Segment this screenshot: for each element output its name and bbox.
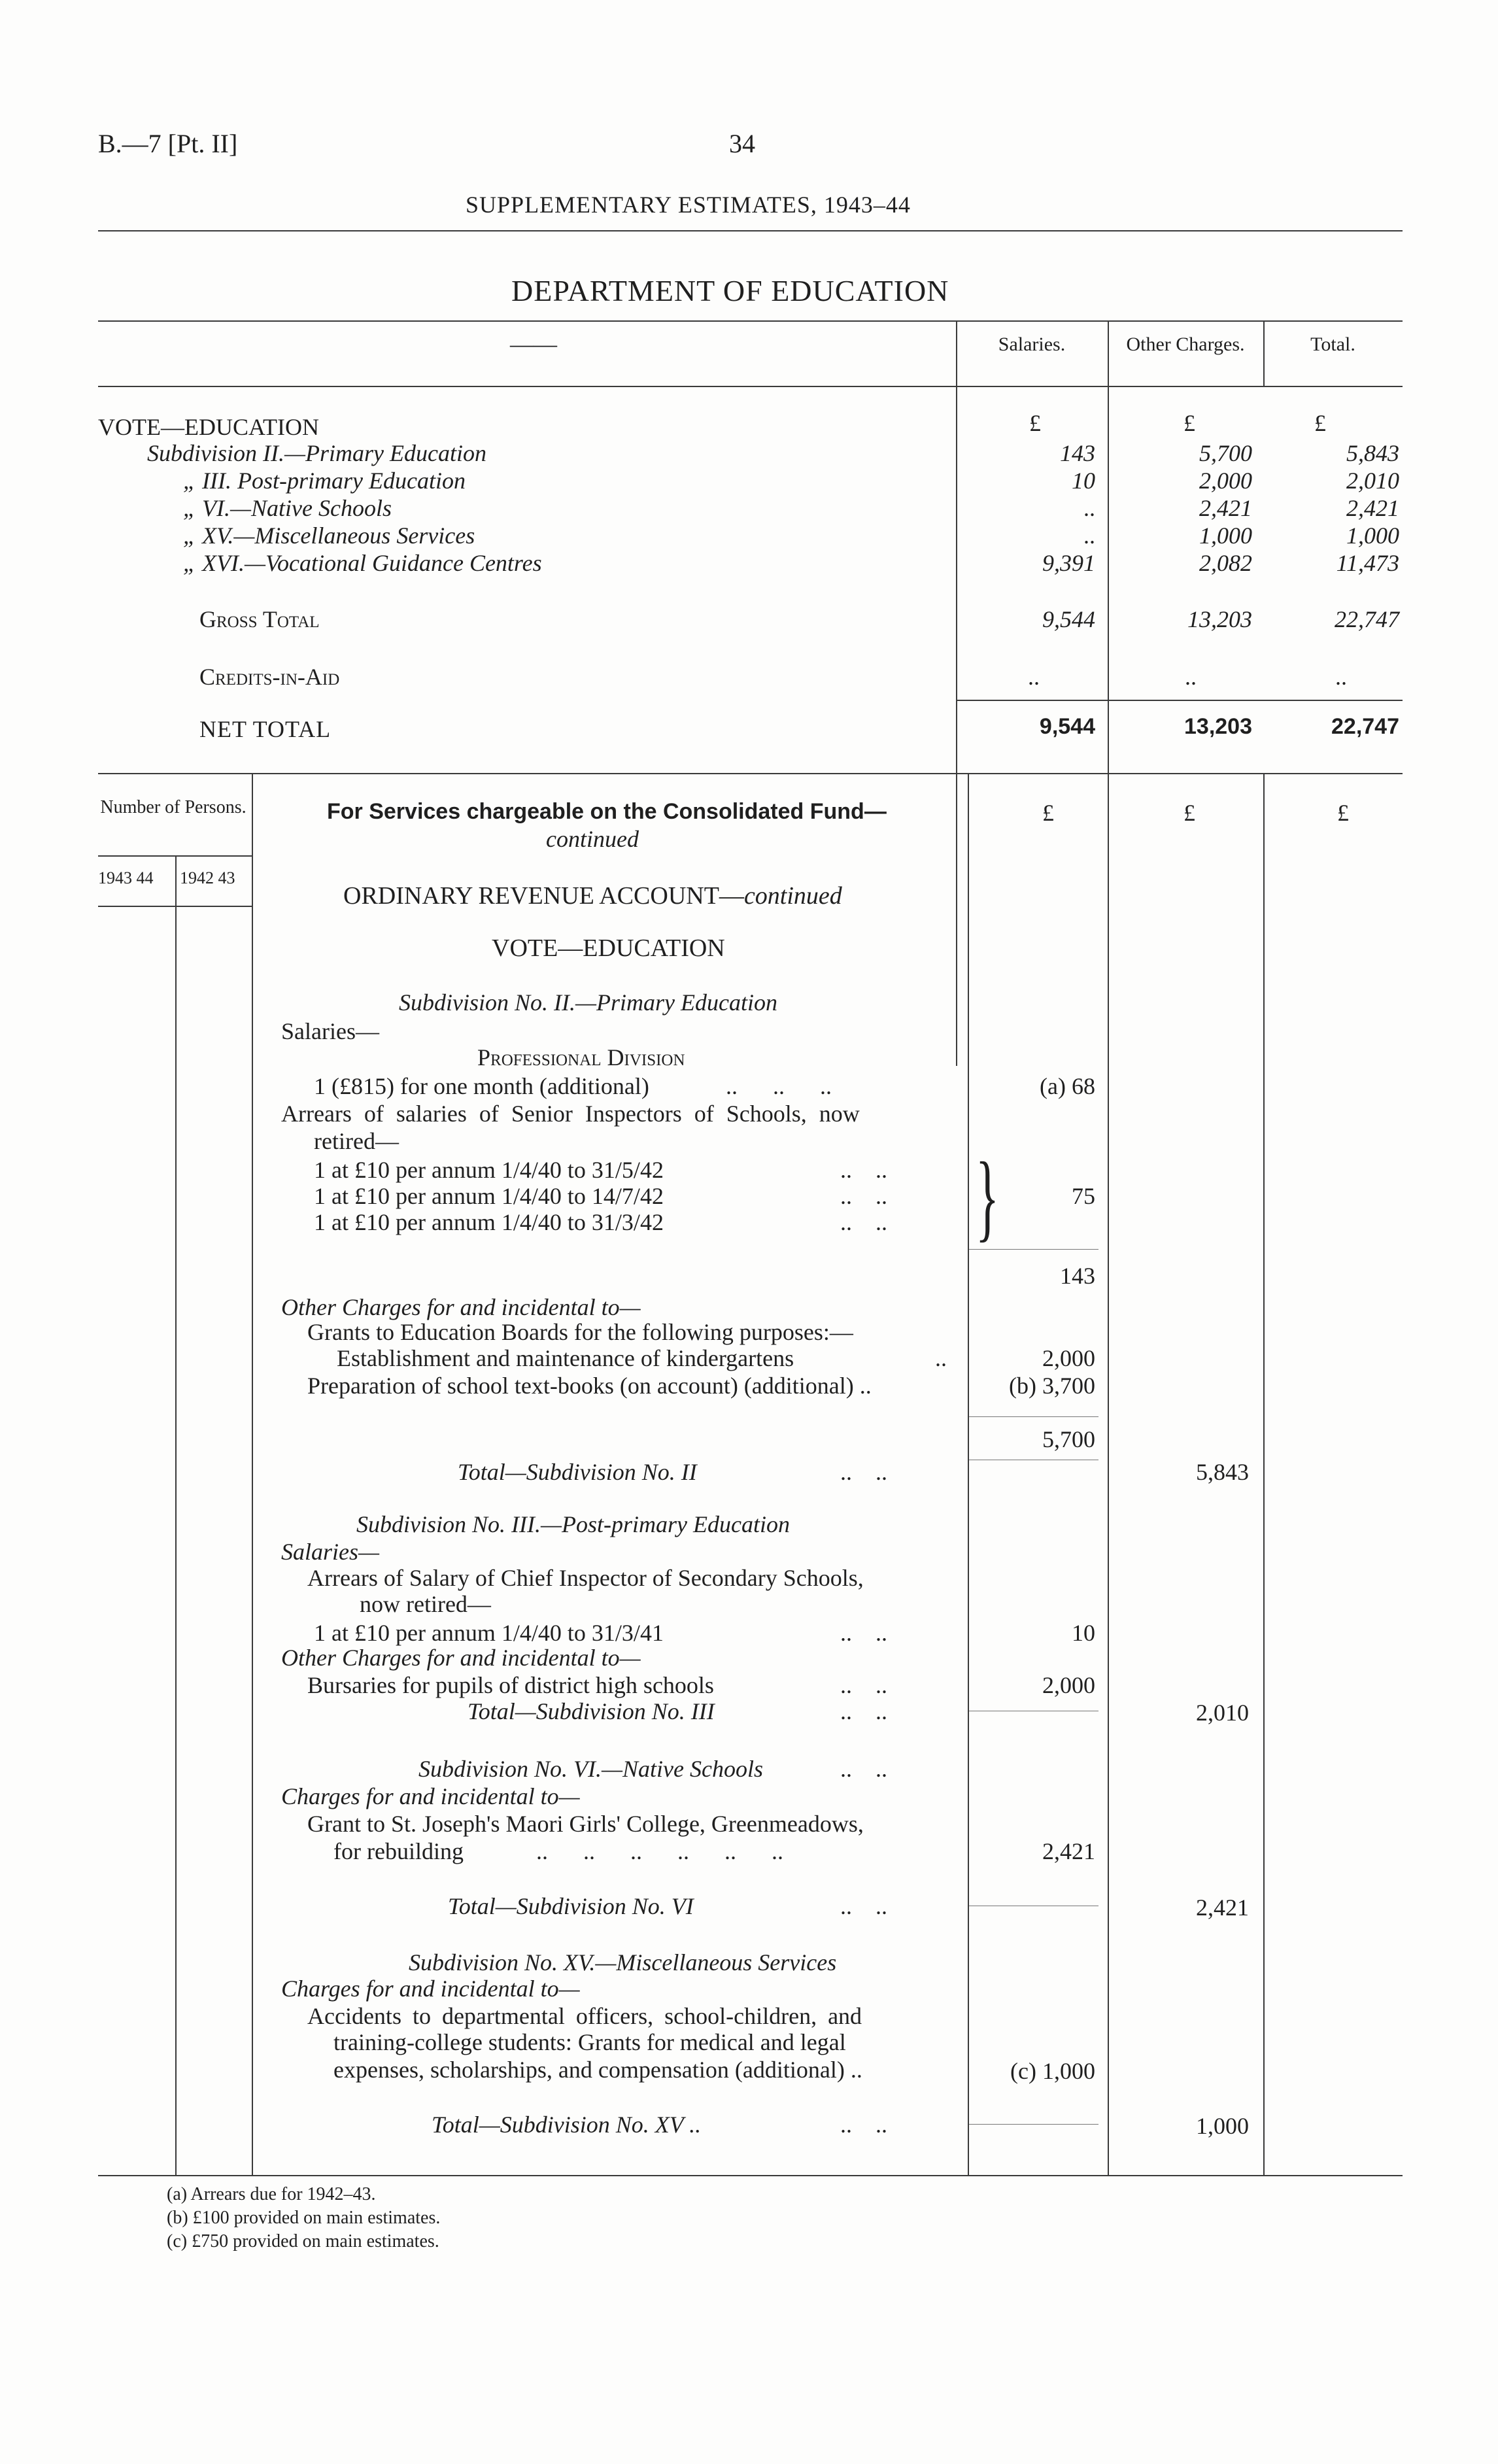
sub2-retired: retired—	[314, 1128, 399, 1154]
sub2-title: Subdivision No. II.—Primary Education	[399, 989, 777, 1016]
sub2-kindergartens: Establishment and maintenance of kindergartens	[337, 1345, 794, 1371]
account-heading-cont: continued	[743, 882, 842, 910]
sub2-total-label: Total—Subdivision No. II	[458, 1459, 697, 1485]
header-rule	[98, 230, 1403, 231]
sub2-line1: 1 (£815) for one month (additional)	[314, 1073, 649, 1099]
sub6-title: Subdivision No. VI.—Native Schools	[418, 1756, 763, 1782]
detail-currency-salaries: £	[1042, 800, 1054, 826]
summary-col-divider-1	[956, 320, 957, 1066]
summary-row-total: 11,473	[1336, 550, 1399, 576]
summary-row-other: 2,000	[1199, 468, 1252, 494]
summary-top-rule	[98, 320, 1403, 322]
summary-row-label: „ III. Post-primary Education	[183, 468, 466, 494]
sub3-bursaries: Bursaries for pupils of district high schools	[307, 1672, 714, 1698]
detail-col-divider-2	[1108, 773, 1109, 2176]
sub15-total-label-text: Total—Subdivision No. XV	[432, 2112, 684, 2138]
sub6-total-label: Total—Subdivision No. VI	[448, 1893, 694, 1919]
detail-bottom-rule	[98, 2175, 1403, 2176]
sub3-bursaries-value: 2,000	[1042, 1672, 1095, 1698]
summary-row-total: 2,010	[1346, 468, 1399, 494]
sub3-other-charges: Other Charges for and incidental to—	[281, 1645, 641, 1671]
sub3-salaries-label: Salaries—	[281, 1539, 380, 1565]
currency-other: £	[1183, 410, 1195, 436]
other-charges-column-header: Other Charges.	[1126, 334, 1245, 355]
credits-in-aid-salaries: ..	[1028, 664, 1040, 690]
footnote-a: (a) Arrears due for 1942–43.	[167, 2184, 376, 2204]
sub15-line1: Accidents to departmental officers, school-children, and	[307, 2003, 862, 2029]
net-total-label: NET TOTAL	[199, 716, 332, 742]
summary-row-other: 2,421	[1199, 495, 1252, 521]
footnote-c: (c) £750 provided on main estimates.	[167, 2231, 439, 2251]
credits-in-aid-label: Credits-in-Aid	[199, 664, 340, 690]
summary-row-salaries: 9,391	[1042, 550, 1095, 576]
summary-row-label: „ XV.—Miscellaneous Services	[183, 522, 475, 549]
sub6-value: 2,421	[1042, 1838, 1095, 1864]
summary-row-salaries: 10	[1072, 468, 1095, 494]
sub15-line2: training-college students: Grants for medical and legal	[333, 2029, 846, 2055]
sub2-total-value: 5,843	[1196, 1459, 1249, 1485]
net-total-total: 22,747	[1331, 714, 1399, 739]
credits-in-aid-other: ..	[1185, 664, 1197, 690]
summary-col-divider-3	[1263, 320, 1265, 386]
sub6-rebuild: for rebuilding	[333, 1838, 464, 1864]
summary-row-other: 1,000	[1199, 522, 1252, 549]
sub3-title: Subdivision No. III.—Post-primary Education	[356, 1511, 790, 1537]
sub2-line1-value: (a) 68	[1040, 1073, 1095, 1099]
vote-title: VOTE—EDUCATION	[98, 414, 319, 440]
sub2-arrears-value: 75	[1072, 1183, 1095, 1209]
detail-col-divider-3	[1263, 773, 1265, 2176]
years-rule	[98, 906, 252, 907]
gross-total-other: 13,203	[1187, 606, 1252, 632]
summary-row-label: „ VI.—Native Schools	[183, 495, 392, 521]
sub15-line3: expenses, scholarships, and compensation (additional)	[333, 2057, 845, 2083]
gross-total-label: Gross Total	[199, 606, 320, 632]
sub15-total-label: Total—Subdivision No. XV ..	[432, 2112, 702, 2138]
net-total-other: 13,203	[1184, 714, 1252, 739]
detail-vote-title: VOTE—EDUCATION	[492, 934, 725, 962]
year-col-divider	[175, 855, 177, 2176]
page-number: 34	[729, 129, 755, 158]
footnote-b: (b) £100 provided on main estimates.	[167, 2208, 441, 2228]
summary-bottom-rule	[98, 773, 1403, 774]
sub6-grant: Grant to St. Joseph's Maori Girls' College, Greenmeadows,	[307, 1811, 864, 1837]
summary-row-label: „ XVI.—Vocational Guidance Centres	[183, 550, 542, 576]
sub2-textbooks-text: Preparation of school text-books (on account) (additional)	[307, 1373, 854, 1399]
sub3-total-label: Total—Subdivision No. III	[468, 1698, 715, 1724]
gross-total-salaries: 9,544	[1042, 606, 1095, 632]
sub2-textbooks-value: (b) 3,700	[1009, 1373, 1095, 1399]
sub3-arrears: Arrears of Salary of Chief Inspector of Secondary Schools,	[307, 1565, 864, 1591]
summary-row-salaries: 143	[1060, 440, 1095, 466]
currency-total: £	[1314, 410, 1326, 436]
persons-header: Number of Persons.	[100, 797, 247, 817]
sub3-total-value: 2,010	[1196, 1700, 1249, 1726]
summary-row-total: 2,421	[1346, 495, 1399, 521]
sub2-kindergartens-value: 2,000	[1042, 1345, 1095, 1371]
year-current: 1943 44	[98, 868, 154, 887]
sub2-other-total: 5,700	[1042, 1426, 1095, 1452]
persons-col-divider	[252, 773, 253, 2176]
page-title: SUPPLEMENTARY ESTIMATES, 1943–44	[466, 192, 911, 218]
sub2-salaries-label: Salaries—	[281, 1018, 379, 1044]
consolidated-fund-heading-cont: continued	[546, 826, 639, 852]
sub6-charges: Charges for and incidental to—	[281, 1783, 580, 1809]
sub2-arrears-row: 1 at £10 per annum 1/4/40 to 14/7/42	[314, 1183, 664, 1209]
sub2-arrears-row: 1 at £10 per annum 1/4/40 to 31/5/42	[314, 1157, 664, 1183]
sub2-grants: Grants to Education Boards for the following purposes:—	[307, 1319, 853, 1345]
detail-currency-total: £	[1337, 800, 1349, 826]
sub15-total-value: 1,000	[1196, 2113, 1249, 2139]
net-total-top-rule	[956, 700, 1403, 701]
sub2-division: Professional Division	[477, 1044, 685, 1070]
net-total-salaries: 9,544	[1039, 714, 1095, 739]
summary-row-other: 5,700	[1199, 440, 1252, 466]
department-title: DEPARTMENT OF EDUCATION	[511, 274, 949, 307]
brace-symbol: }	[976, 1142, 999, 1251]
document-reference: B.—7 [Pt. II]	[98, 129, 238, 158]
summary-header-rule	[98, 386, 1403, 387]
summary-row-total: 5,843	[1346, 440, 1399, 466]
detail-col-divider-1	[968, 773, 969, 2176]
sub2-other-charges: Other Charges for and incidental to—	[281, 1294, 641, 1320]
sub2-arrears: Arrears of salaries of Senior Inspectors of Schools, now	[281, 1101, 860, 1127]
sub15-charges: Charges for and incidental to—	[281, 1976, 580, 2002]
account-heading	[343, 881, 842, 910]
sub3-row: 1 at £10 per annum 1/4/40 to 31/3/41	[314, 1620, 664, 1646]
sub3-row-value: 10	[1072, 1620, 1095, 1646]
detail-currency-other: £	[1183, 800, 1195, 826]
sub15-title: Subdivision No. XV.—Miscellaneous Services	[409, 1949, 837, 1976]
salaries-column-header: Salaries.	[998, 334, 1066, 355]
gross-total-total: 22,747	[1335, 606, 1399, 632]
sub2-arrears-row: 1 at £10 per annum 1/4/40 to 31/3/42	[314, 1209, 664, 1235]
sub2-salaries-total: 143	[1060, 1263, 1095, 1289]
total-column-header: Total.	[1310, 334, 1355, 355]
sub15-value: (c) 1,000	[1010, 2058, 1095, 2084]
consolidated-fund-heading: For Services chargeable on the Consolidated Fund—	[327, 799, 887, 824]
summary-row-salaries: ..	[1083, 522, 1095, 549]
year-previous: 1942 43	[180, 868, 235, 887]
summary-row-label: Subdivision II.—Primary Education	[147, 440, 486, 466]
summary-row-other: 2,082	[1199, 550, 1252, 576]
summary-row-salaries: ..	[1083, 495, 1095, 521]
sub2-textbooks: Preparation of school text-books (on account) (additional) ..	[307, 1373, 872, 1399]
sub6-total-value: 2,421	[1196, 1894, 1249, 1921]
credits-in-aid-total: ..	[1335, 664, 1347, 690]
summary-row-total: 1,000	[1346, 522, 1399, 549]
sub3-retired: now retired—	[360, 1591, 491, 1617]
account-heading-text: ORDINARY REVENUE ACCOUNT—	[343, 882, 744, 910]
currency-salaries: £	[1029, 410, 1041, 436]
summary-dash: ——	[510, 331, 557, 357]
